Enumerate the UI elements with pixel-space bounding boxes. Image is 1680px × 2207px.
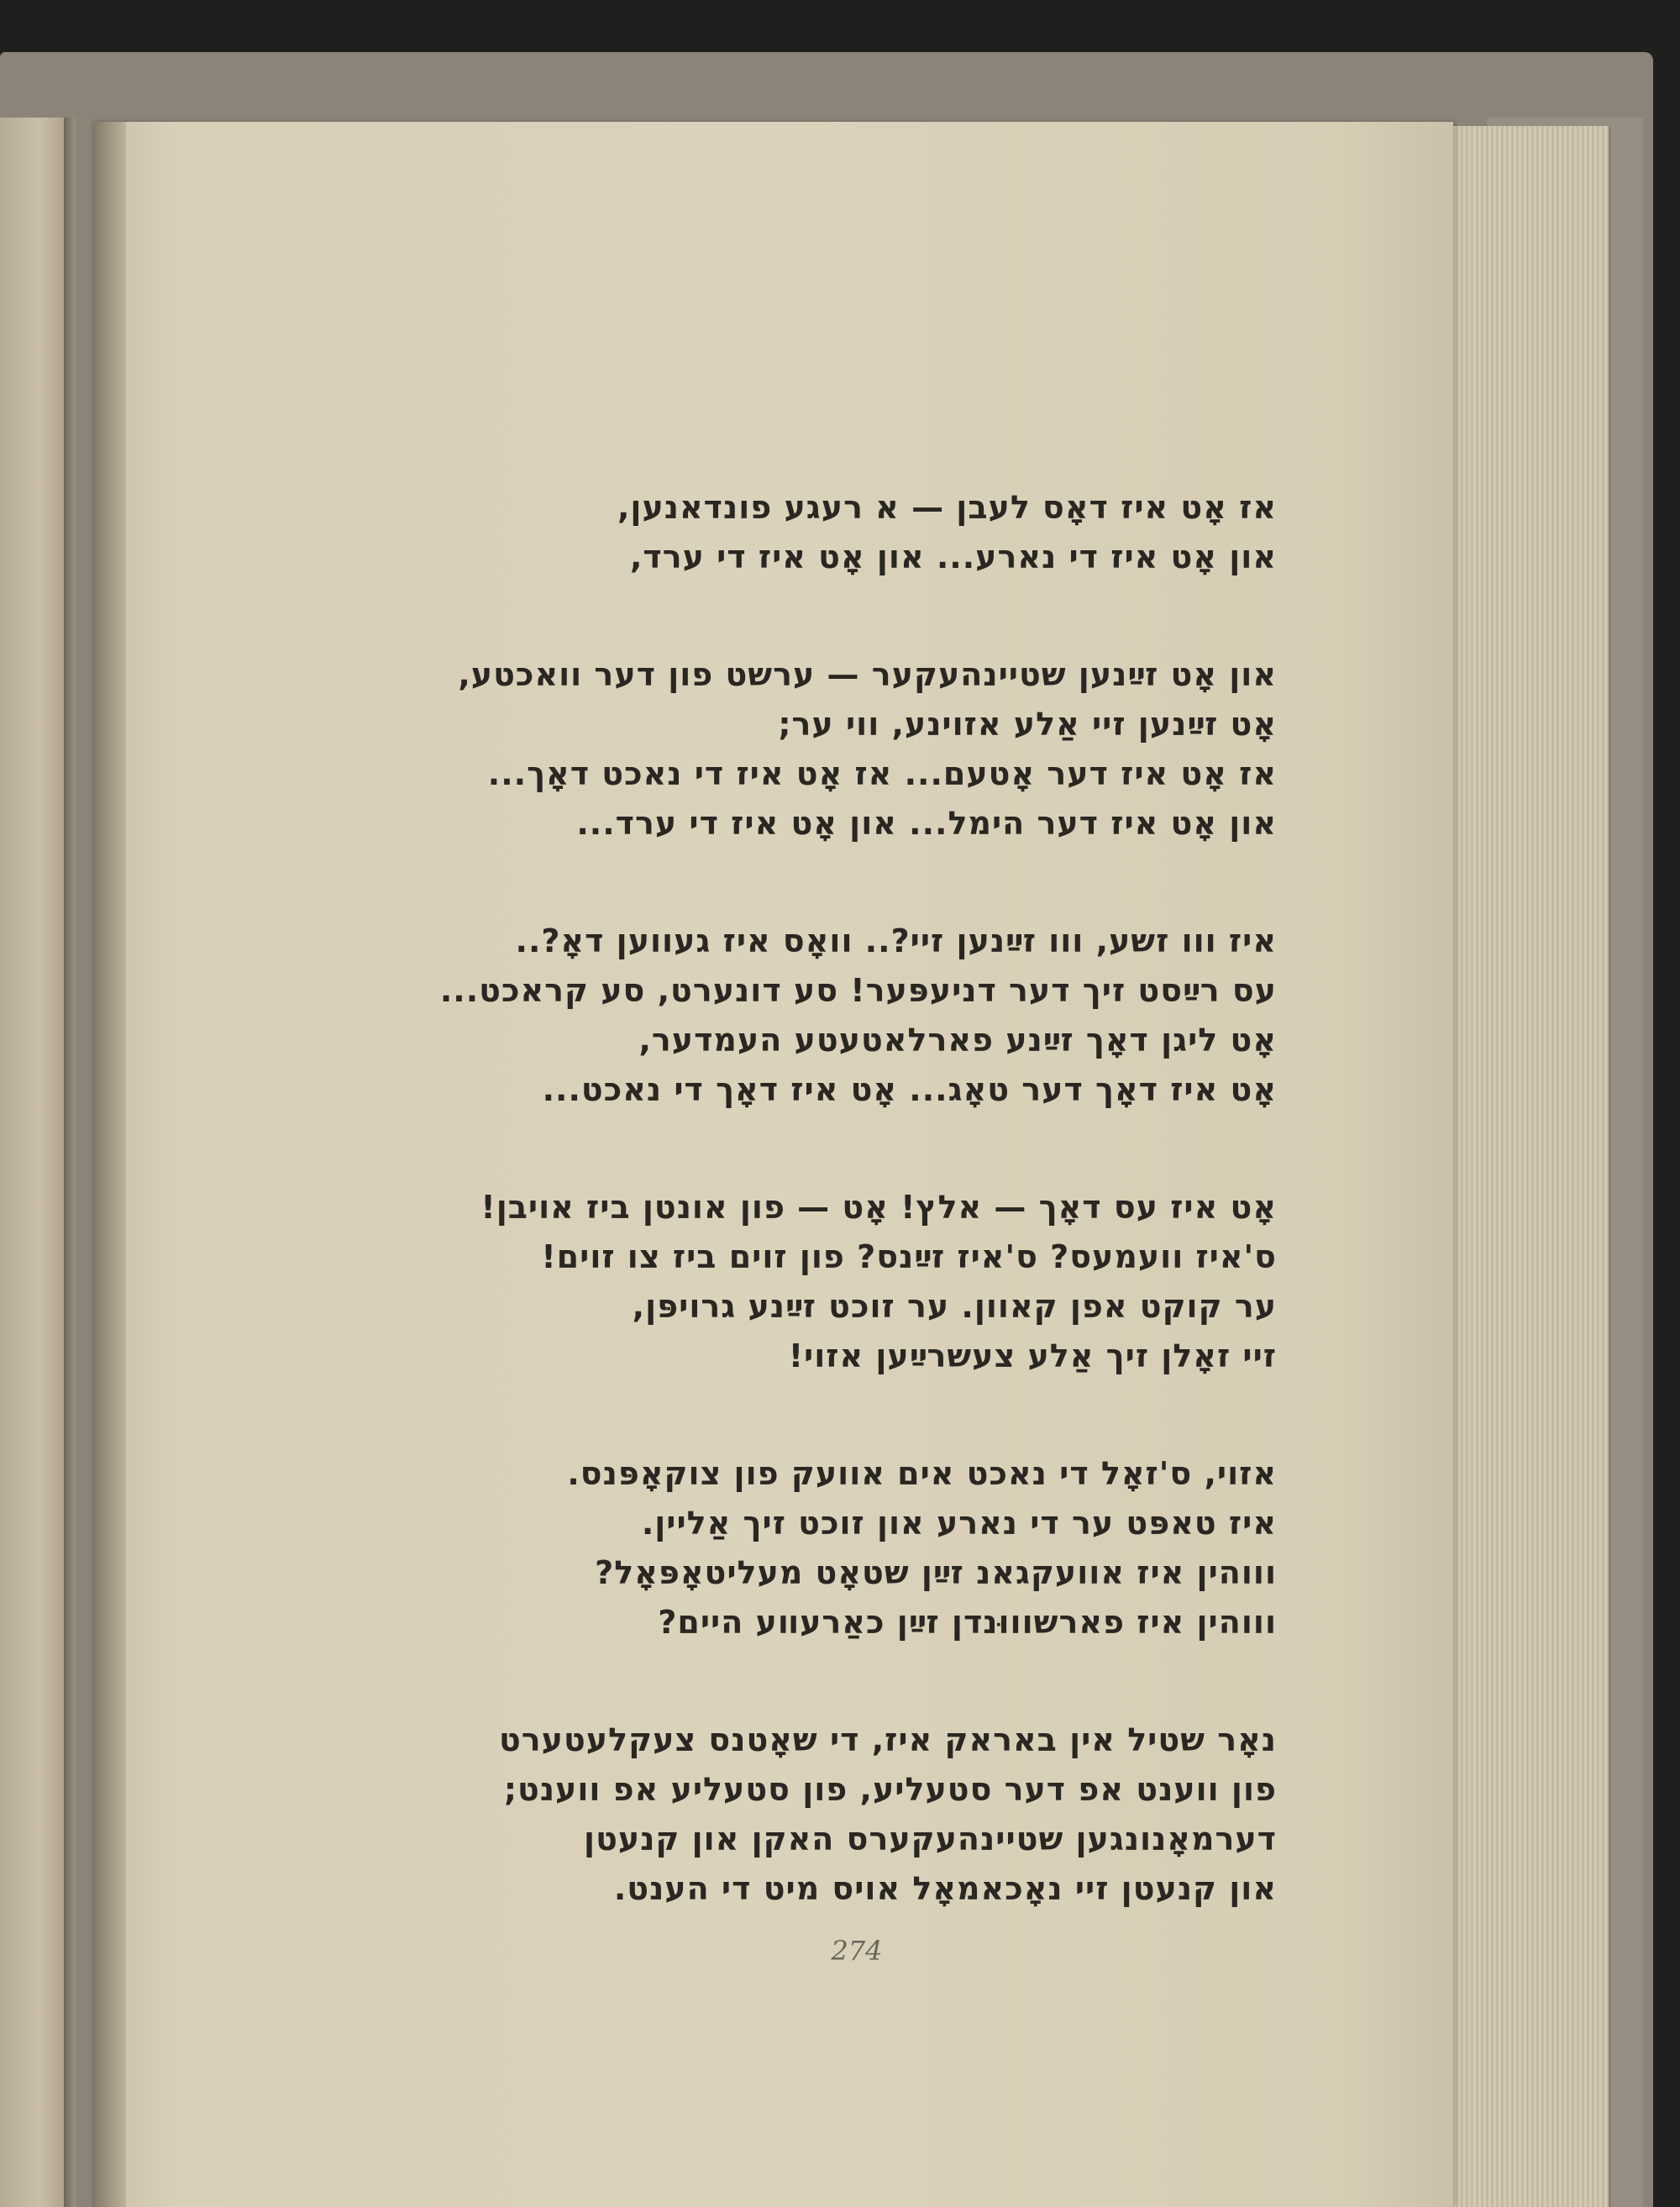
poem-line: און אָט איז די נארע... און אָט איז די ערד, xyxy=(629,539,1277,575)
stanza xyxy=(370,1716,1277,1914)
poem-line: אָט ליגן דאָך זײַנע פארלאטעטע העמדער, xyxy=(638,1022,1277,1059)
poem-line: אָט זײַנען זיי אַלע אזוינע, ווי ער; xyxy=(778,706,1277,743)
stanza xyxy=(370,917,1277,1115)
stanza xyxy=(370,1183,1277,1381)
poem-line: און אָט איז דער הימל... און אָט איז די ערד... xyxy=(576,805,1277,842)
facing-page-edge xyxy=(0,118,72,2207)
page-number: 274 xyxy=(831,1935,883,1967)
poem-line: ער קוקט אפן קאוון. ער זוכט זײַנע גרויפּן, xyxy=(632,1288,1277,1325)
book-page xyxy=(92,122,1453,2207)
stanza xyxy=(370,650,1277,849)
facing-page-shadow xyxy=(64,118,76,2207)
poem-line: זיי זאָלן זיך אַלע צעשרײַען אזוי! xyxy=(788,1337,1277,1374)
poem-line: איז טאפּט ער די נארע און זוכט זיך אַליין. xyxy=(641,1505,1277,1542)
stanza xyxy=(370,483,1277,582)
poem-line: איז ווו זשע, ווו זײַנען זיי?.. וואָס איז געווען דאָ?.. xyxy=(515,922,1277,959)
poem-line: וווהין איז אוועקגאנ זײַן שטאָט מעליטאָפּאָל? xyxy=(595,1554,1277,1591)
stanza xyxy=(370,1449,1277,1647)
poem-line: פון ווענט אפ דער סטעליע, פון סטעליע אפ ווענט; xyxy=(503,1771,1277,1808)
poem-line: עס רײַסט זיך דער דניעפּער! סע דונערט, סע קראכט... xyxy=(439,972,1277,1009)
poem-line: אָט איז עס דאָך — אלץ! אָט — פון אונטן ביז אויבן! xyxy=(480,1189,1277,1226)
poem-line: אז אָט איז דאָס לעבן — א רעגע פונדאנען, xyxy=(617,489,1277,526)
page-stack-edge xyxy=(1428,126,1611,2207)
poem-line: אזוי, ס'זאָל די נאכט אים אוועק פון צוקאָפּנס. xyxy=(567,1455,1277,1492)
poem-line: אז אָט איז דער אָטעם... אז אָט איז די נאכט דאָך... xyxy=(487,755,1277,792)
poem-line: ס'איז וועמעס? ס'איז זײַנס? פון זוים ביז צו זוים! xyxy=(541,1238,1277,1275)
poem-line: נאָר שטיל אין באראק איז, די שאָטנס צעקלעטערט xyxy=(498,1721,1277,1758)
poem-line: און אָט זײַנען שטיינהעקער — ערשט פון דער וואכטע, xyxy=(458,656,1277,693)
poem-text xyxy=(370,483,1277,1914)
page-gutter xyxy=(92,122,126,2207)
poem-line: וווהין איז פארשוווּנדן זײַן כאַרעװע היים? xyxy=(658,1604,1277,1641)
poem-line: דערמאָנונגען שטיינהעקערס האקן און קנעטן xyxy=(584,1821,1277,1858)
poem-line: און קנעטן זיי נאָכאמאָל אויס מיט די הענט. xyxy=(613,1870,1277,1907)
poem-line: אָט איז דאָך דער טאָג... אָט איז דאָך די נאכט... xyxy=(542,1071,1277,1108)
